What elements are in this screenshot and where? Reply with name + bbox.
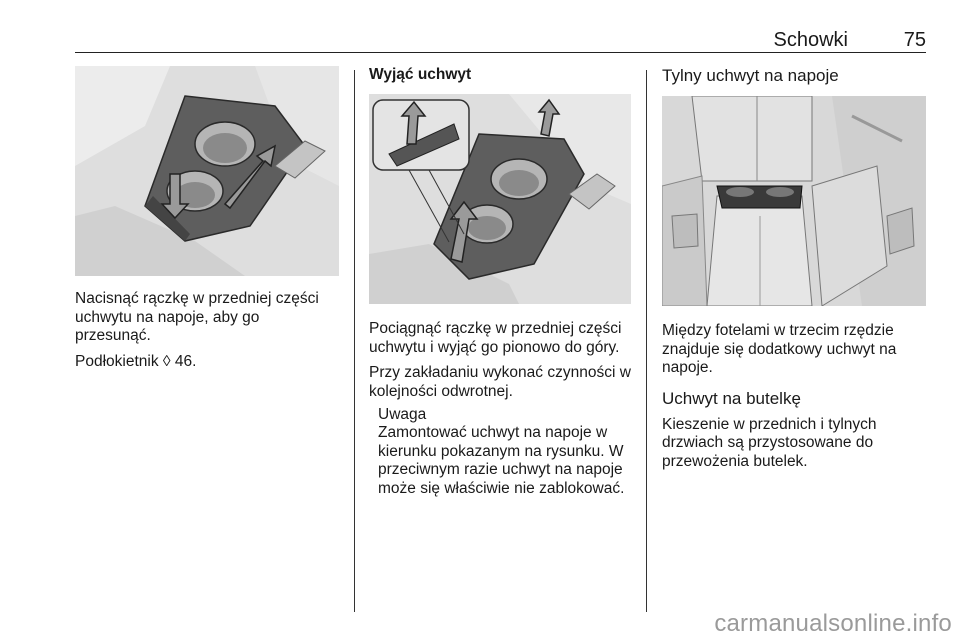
rear-cupholder-illustration xyxy=(662,96,926,306)
instruction-paragraph: Pociągnąć rączkę w przedniej części uchwytu i wyjąć go pionowo do góry. xyxy=(369,320,622,356)
section-title: Schowki xyxy=(773,29,848,51)
instruction-paragraph: Przy zakładaniu wykonać czynności w kolejności odwrotnej. xyxy=(369,364,631,400)
subsection-heading: Uchwyt na butelkę xyxy=(662,388,801,408)
page-ref-icon: ◊ xyxy=(162,352,171,370)
page-number: 75 xyxy=(903,29,926,51)
instruction-paragraph: Nacisnąć rączkę w przedniej części uchwytu na napoje, aby go przesunąć. xyxy=(75,290,319,344)
reference-paragraph xyxy=(75,353,339,372)
note-title: Uwaga xyxy=(378,406,427,423)
info-paragraph: Kieszenie w przednich i tylnych drzwiach są przystosowane do przewożenia butelek. xyxy=(662,415,877,470)
cupholder-removal-illustration xyxy=(369,94,631,304)
reference-page: 46. xyxy=(174,352,197,370)
column-divider xyxy=(646,70,647,612)
note-text: Zamontować uchwyt na napoje w kierunku pokazanym na rysunku. W przeciwnym razie uchwyt na napoje może się właściwie nie zablokować. xyxy=(378,424,625,497)
section-heading: Wyjąć uchwyt xyxy=(369,66,472,83)
column-3 xyxy=(662,66,926,471)
page-header xyxy=(75,30,926,53)
section-heading: Tylny uchwyt na napoje xyxy=(662,66,839,85)
reference-label: Podłokietnik xyxy=(75,352,159,370)
watermark: carmanualsonline.info xyxy=(714,610,952,637)
note-box xyxy=(369,406,631,498)
cupholder-slide-illustration xyxy=(75,66,339,276)
column-1 xyxy=(75,66,339,371)
info-paragraph: Między fotelami w trzecim rzędzie znajduje się dodatkowy uchwyt na napoje. xyxy=(662,322,897,376)
column-2 xyxy=(369,66,631,498)
column-divider xyxy=(354,70,355,612)
